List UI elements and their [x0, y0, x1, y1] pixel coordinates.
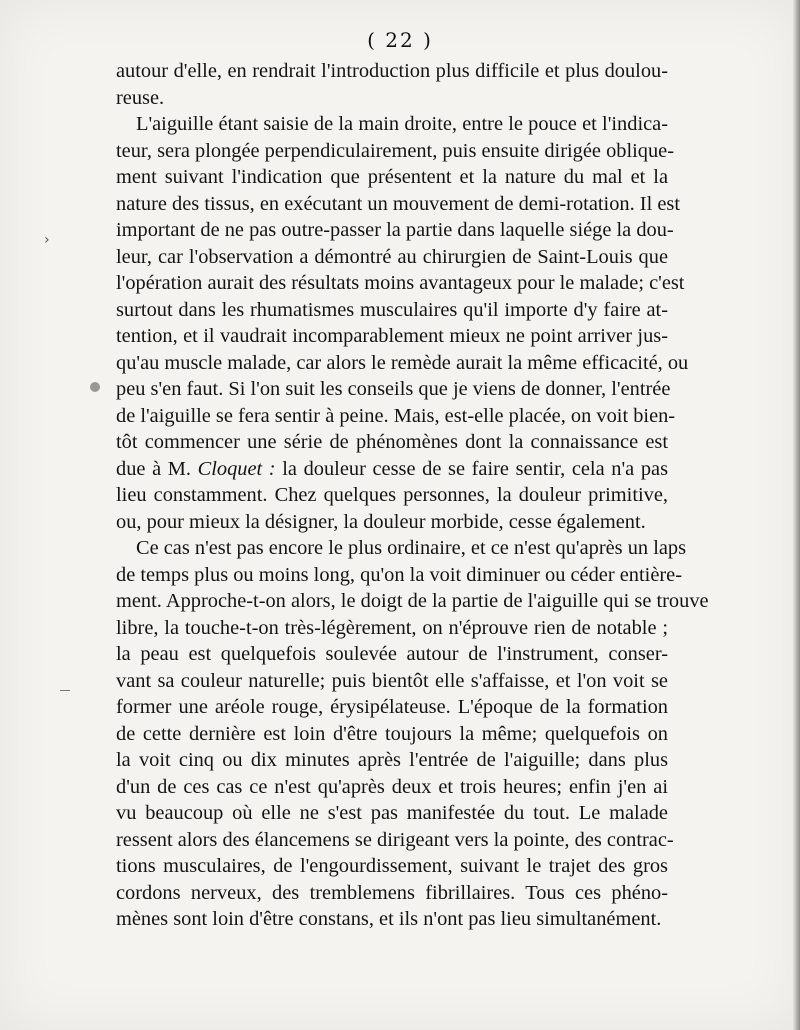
text-line: ou, pour mieux la désigner, la douleur morbide, cesse également.: [116, 510, 646, 533]
page-edge-shadow: [792, 0, 800, 1030]
text-line: ressent alors des élancemens se dirigeant vers la pointe, des contrac-: [116, 828, 674, 851]
text-line: cordons nerveux, des tremblemens fibrillaires. Tous ces phéno-: [116, 881, 668, 904]
text-line: L'aiguille étant saisie de la main droite, entre le pouce et l'indica-: [136, 113, 668, 135]
text-line: ment suivant l'indication que présentent et la nature du mal et la: [116, 166, 668, 188]
text-line: vant sa couleur naturelle; puis bientôt elle s'affaisse, et l'on voit se: [116, 669, 668, 692]
text-line: nature des tissus, en exécutant un mouvement de demi-rotation. Il est: [116, 192, 680, 215]
text-line: la peau est quelquefois soulevée autour de l'instrument, conser-: [116, 643, 668, 665]
text-line: d'un de ces cas ce n'est qu'après deux et trois heures; enfin j'en ai: [116, 775, 668, 798]
text-line: de cette dernière est loin d'être toujours la même; quelquefois on: [116, 722, 668, 745]
text-line: autour d'elle, en rendrait l'introduction plus difficile et plus doulou-: [116, 60, 668, 82]
margin-dash: [60, 690, 70, 691]
text-line: Ce cas n'est pas encore le plus ordinaire, et ce n'est qu'après un laps: [136, 537, 687, 559]
text-line: teur, sera plongée perpendiculairement, puis ensuite dirigée oblique-: [116, 139, 675, 162]
body-text: [116, 58, 709, 933]
text-line: de temps plus ou moins long, qu'on la voit diminuer ou céder entière-: [116, 563, 682, 586]
margin-mark: ›: [44, 232, 50, 248]
text-line: ment. Approche-t-on alors, le doigt de la partie de l'aiguille qui se trouve: [116, 590, 709, 612]
text-segment: la douleur cesse de se faire sentir, cela n'a pas: [275, 457, 668, 480]
text-segment: due à M.: [116, 457, 198, 480]
author-name-cloquet: Cloquet :: [197, 457, 276, 480]
text-line: l'opération aurait des résultats moins avantageux pour le malade; c'est: [116, 272, 685, 294]
ink-spot: [90, 382, 100, 392]
text-line-cloquet: [116, 456, 668, 483]
text-line: de l'aiguille se fera sentir à peine. Mais, est-elle placée, on voit bien-: [116, 404, 676, 427]
text-line: lieu constamment. Chez quelques personnes, la douleur primitive,: [116, 484, 668, 506]
text-line: qu'au muscle malade, car alors le remède aurait la même efficacité, ou: [116, 351, 689, 374]
text-line: former une aréole rouge, érysipélateuse. L'époque de la formation: [116, 696, 668, 718]
text-line: tions musculaires, de l'engourdissement, suivant le trajet des gros: [116, 855, 668, 877]
text-line: tôt commencer une série de phénomènes dont la connaissance est: [116, 431, 668, 453]
text-line: surtout dans les rhumatismes musculaires qu'il importe d'y faire at-: [116, 298, 668, 321]
page-number: ( 22 ): [367, 28, 433, 52]
text-line: important de ne pas outre-passer la partie dans laquelle siége la dou-: [116, 219, 674, 241]
text-line: peu s'en faut. Si l'on suit les conseils que je viens de donner, l'entrée: [116, 378, 671, 400]
text-line: leur, car l'observation a démontré au chirurgien de Saint-Louis que: [116, 245, 668, 268]
text-line: tention, et il vaudrait incomparablement mieux ne point arriver jus-: [116, 325, 668, 347]
text-line: mènes sont loin d'être constans, et ils n'ont pas lieu simultanément.: [116, 908, 662, 930]
text-line: libre, la touche-t-on très-légèrement, on n'éprouve rien de notable ;: [116, 616, 668, 639]
text-line: reuse.: [116, 86, 165, 109]
text-line: vu beaucoup où elle ne s'est pas manifestée du tout. Le malade: [116, 802, 668, 824]
text-line: la voit cinq ou dix minutes après l'entrée de l'aiguille; dans plus: [116, 749, 668, 771]
